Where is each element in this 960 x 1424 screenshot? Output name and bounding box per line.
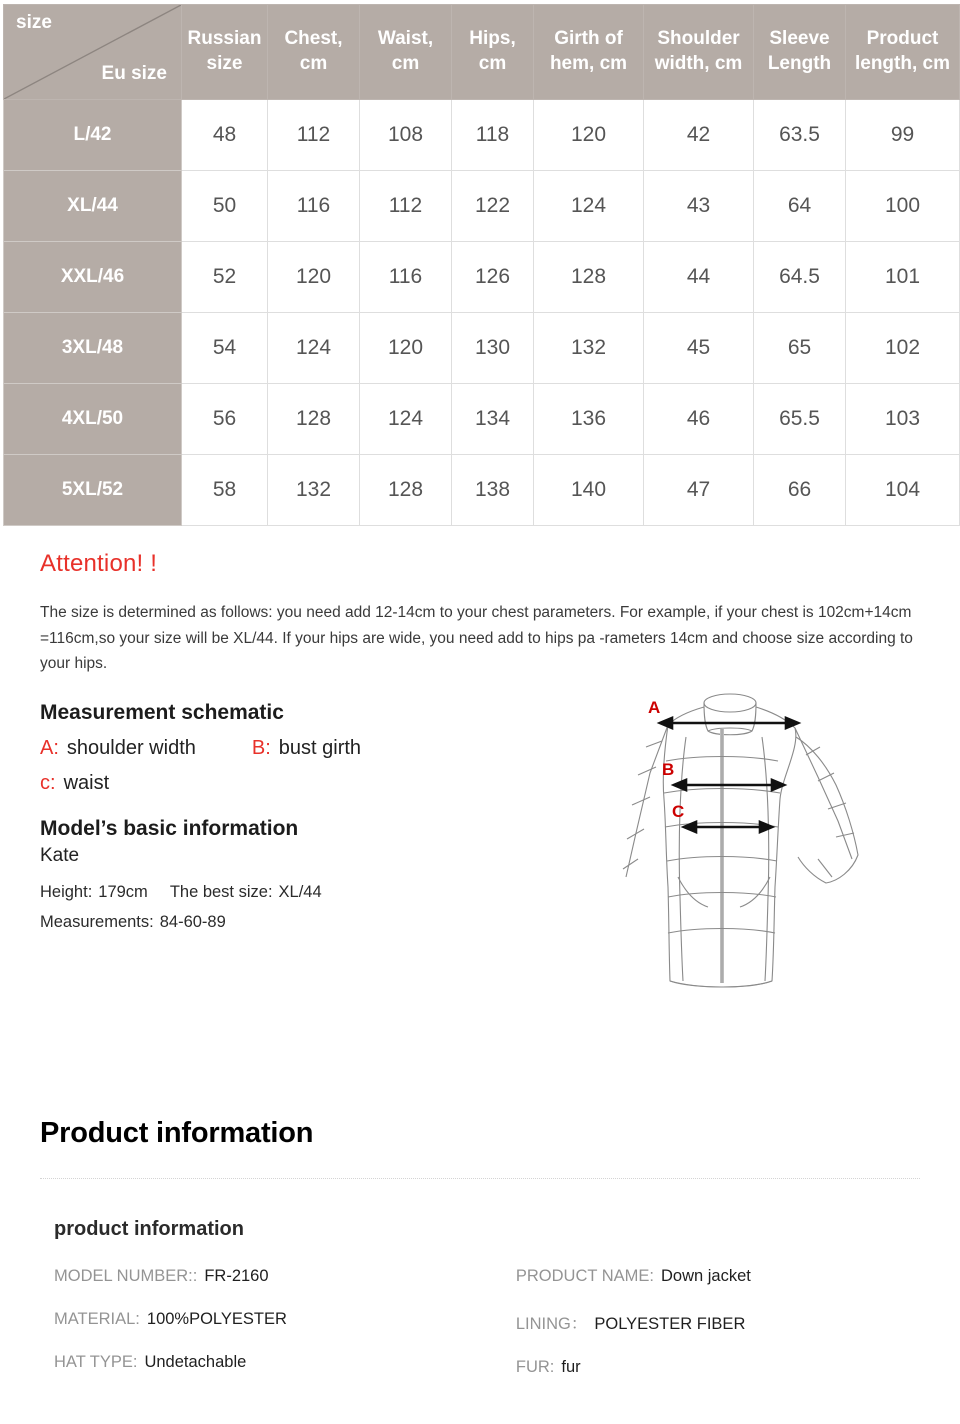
cell-product-length: 103 <box>846 384 960 455</box>
cell-waist: 116 <box>360 242 452 313</box>
model-height-label: Height: <box>40 882 93 901</box>
header-line-2: cm <box>299 53 328 74</box>
header-line-1: Product <box>866 28 939 50</box>
model-best-size-value: XL/44 <box>278 882 322 901</box>
product-spec-column-left <box>54 1267 516 1401</box>
table-row <box>4 242 960 313</box>
spec-row-product-name <box>516 1267 920 1286</box>
measurement-legend-row-2 <box>40 772 600 795</box>
cell-chest: 116 <box>268 171 360 242</box>
cell-product-length: 101 <box>846 242 960 313</box>
measurement-section <box>0 677 960 1025</box>
model-measurements-row <box>40 913 600 932</box>
cell-shoulder-width: 42 <box>644 100 754 171</box>
header-line-1: Shoulder <box>657 28 740 50</box>
spec-value-fur: fur <box>561 1357 581 1376</box>
cell-product-length: 104 <box>846 455 960 526</box>
cell-hips: 138 <box>452 455 534 526</box>
cell-girth-of-hem: 132 <box>534 313 644 384</box>
model-measurements-value: 84-60-89 <box>159 912 226 931</box>
cell-chest: 120 <box>268 242 360 313</box>
cell-chest: 112 <box>268 100 360 171</box>
size-chart-container <box>0 0 960 526</box>
cell-chest: 124 <box>268 313 360 384</box>
table-row <box>4 313 960 384</box>
model-best-size-label: The best size: <box>169 882 273 901</box>
legend-label-c: waist <box>63 771 110 794</box>
header-line-1: Sleeve <box>769 28 830 50</box>
cell-girth-of-hem: 120 <box>534 100 644 171</box>
product-spec-grid <box>54 1267 920 1401</box>
attention-body: The size is determined as follows: you need add 12-14cm to your chest parameters. For example, if your chest is 102cm+14cm =116cm,so your size will be XL/44. If your hips are wide, you need add to hips pa -rameters 14cm and choose size according to your hips. <box>40 604 913 673</box>
header-line-1: Russian <box>187 28 262 50</box>
column-header-chest <box>268 5 360 100</box>
column-header-waist <box>360 5 452 100</box>
cell-girth-of-hem: 128 <box>534 242 644 313</box>
spec-row-hat-type <box>54 1353 516 1372</box>
measurement-text-column <box>40 701 600 932</box>
legend-item-a <box>40 737 196 760</box>
cell-waist: 124 <box>360 384 452 455</box>
cell-russian-size: 58 <box>182 455 268 526</box>
measurement-schematic-heading: Measurement schematic <box>40 700 284 724</box>
product-information-title: Product information <box>40 1116 314 1149</box>
cell-hips: 118 <box>452 100 534 171</box>
cell-waist: 128 <box>360 455 452 526</box>
schematic-marker-a: A <box>648 697 661 717</box>
row-size-label: XL/44 <box>4 171 182 242</box>
legend-item-c <box>40 772 109 795</box>
cell-sleeve-length: 65.5 <box>754 384 846 455</box>
measurement-legend-row-1 <box>40 737 600 760</box>
product-information-section <box>0 1117 960 1401</box>
legend-key-b: B: <box>251 736 271 759</box>
cell-waist: 112 <box>360 171 452 242</box>
spec-value-model-number: FR-2160 <box>204 1266 269 1285</box>
cell-shoulder-width: 46 <box>644 384 754 455</box>
header-line-1: Girth of <box>554 28 623 50</box>
attention-title: Attention! ! <box>40 550 158 577</box>
cell-hips: 130 <box>452 313 534 384</box>
schematic-marker-b: B <box>662 759 675 779</box>
legend-key-c: c: <box>40 771 56 794</box>
legend-label-b: bust girth <box>278 736 362 759</box>
cell-hips: 126 <box>452 242 534 313</box>
spec-value-product-name: Down jacket <box>660 1266 751 1285</box>
model-height-value: 179cm <box>98 882 148 901</box>
legend-item-b <box>252 737 361 760</box>
cell-russian-size: 48 <box>182 100 268 171</box>
spec-value-hat-type: Undetachable <box>144 1352 247 1371</box>
header-line-2: cm <box>478 53 507 74</box>
model-height-row <box>40 883 600 902</box>
table-corner-header <box>4 5 182 100</box>
cell-shoulder-width: 43 <box>644 171 754 242</box>
jacket-outline-icon <box>620 681 920 1031</box>
cell-chest: 132 <box>268 455 360 526</box>
cell-shoulder-width: 45 <box>644 313 754 384</box>
header-line-1: Waist, <box>377 28 434 50</box>
cell-sleeve-length: 64 <box>754 171 846 242</box>
cell-sleeve-length: 64.5 <box>754 242 846 313</box>
cell-hips: 134 <box>452 384 534 455</box>
spec-label-model-number: MODEL NUMBER:: <box>54 1266 198 1285</box>
spec-label-product-name: PRODUCT NAME: <box>515 1266 654 1285</box>
product-spec-column-right <box>516 1267 920 1401</box>
header-line-2: length, cm <box>854 53 950 74</box>
spec-label-fur: FUR: <box>515 1357 555 1376</box>
cell-girth-of-hem: 124 <box>534 171 644 242</box>
table-row <box>4 384 960 455</box>
legend-label-a: shoulder width <box>66 736 196 759</box>
cell-waist: 108 <box>360 100 452 171</box>
corner-label-size: size <box>16 12 52 33</box>
cell-hips: 122 <box>452 171 534 242</box>
spec-value-lining: POLYESTER FIBER <box>594 1314 746 1333</box>
spec-label-lining: LINING： <box>515 1314 588 1333</box>
cell-shoulder-width: 44 <box>644 242 754 313</box>
cell-russian-size: 54 <box>182 313 268 384</box>
legend-key-a: A: <box>40 736 59 759</box>
header-line-2: cm <box>391 53 420 74</box>
jacket-schematic-illustration <box>620 681 920 1031</box>
row-size-label: 5XL/52 <box>4 455 182 526</box>
cell-chest: 128 <box>268 384 360 455</box>
cell-russian-size: 56 <box>182 384 268 455</box>
size-chart-table <box>3 4 960 526</box>
column-header-russian-size <box>182 5 268 100</box>
spec-label-hat-type: HAT TYPE: <box>54 1352 138 1371</box>
cell-waist: 120 <box>360 313 452 384</box>
cell-girth-of-hem: 140 <box>534 455 644 526</box>
cell-product-length: 100 <box>846 171 960 242</box>
header-line-1: Hips, <box>469 28 516 50</box>
cell-sleeve-length: 66 <box>754 455 846 526</box>
header-line-2: hem, cm <box>549 53 628 74</box>
spec-label-material: MATERIAL: <box>54 1309 140 1328</box>
cell-product-length: 102 <box>846 313 960 384</box>
spec-row-model-number <box>54 1267 516 1286</box>
section-divider <box>40 1178 920 1180</box>
row-size-label: 4XL/50 <box>4 384 182 455</box>
cell-shoulder-width: 47 <box>644 455 754 526</box>
cell-sleeve-length: 65 <box>754 313 846 384</box>
spec-row-lining <box>516 1310 920 1334</box>
row-size-label: XXL/46 <box>4 242 182 313</box>
cell-russian-size: 50 <box>182 171 268 242</box>
table-row <box>4 100 960 171</box>
model-info-heading: Model’s basic information <box>40 816 299 840</box>
column-header-sleeve-length <box>754 5 846 100</box>
model-measurements-label: Measurements: <box>40 912 154 931</box>
table-row <box>4 455 960 526</box>
spec-row-fur <box>516 1358 920 1377</box>
cell-product-length: 99 <box>846 100 960 171</box>
schematic-marker-c: C <box>672 801 685 821</box>
table-row <box>4 171 960 242</box>
cell-sleeve-length: 63.5 <box>754 100 846 171</box>
attention-block <box>0 526 960 677</box>
row-size-label: L/42 <box>4 100 182 171</box>
corner-label-eu-size: Eu size <box>101 63 167 85</box>
table-header-row <box>4 5 960 100</box>
spec-row-material <box>54 1310 516 1329</box>
spec-value-material: 100%POLYESTER <box>146 1309 287 1328</box>
cell-girth-of-hem: 136 <box>534 384 644 455</box>
cell-russian-size: 52 <box>182 242 268 313</box>
column-header-girth-of-hem <box>534 5 644 100</box>
header-line-2: Length <box>767 53 832 74</box>
model-name: Kate <box>40 844 80 866</box>
row-size-label: 3XL/48 <box>4 313 182 384</box>
column-header-hips <box>452 5 534 100</box>
header-line-1: Chest, <box>284 28 343 50</box>
header-line-2: width, cm <box>654 53 743 74</box>
product-information-subtitle: product information <box>54 1217 244 1240</box>
header-line-2: size <box>206 53 243 74</box>
column-header-shoulder-width <box>644 5 754 100</box>
column-header-product-length <box>846 5 960 100</box>
